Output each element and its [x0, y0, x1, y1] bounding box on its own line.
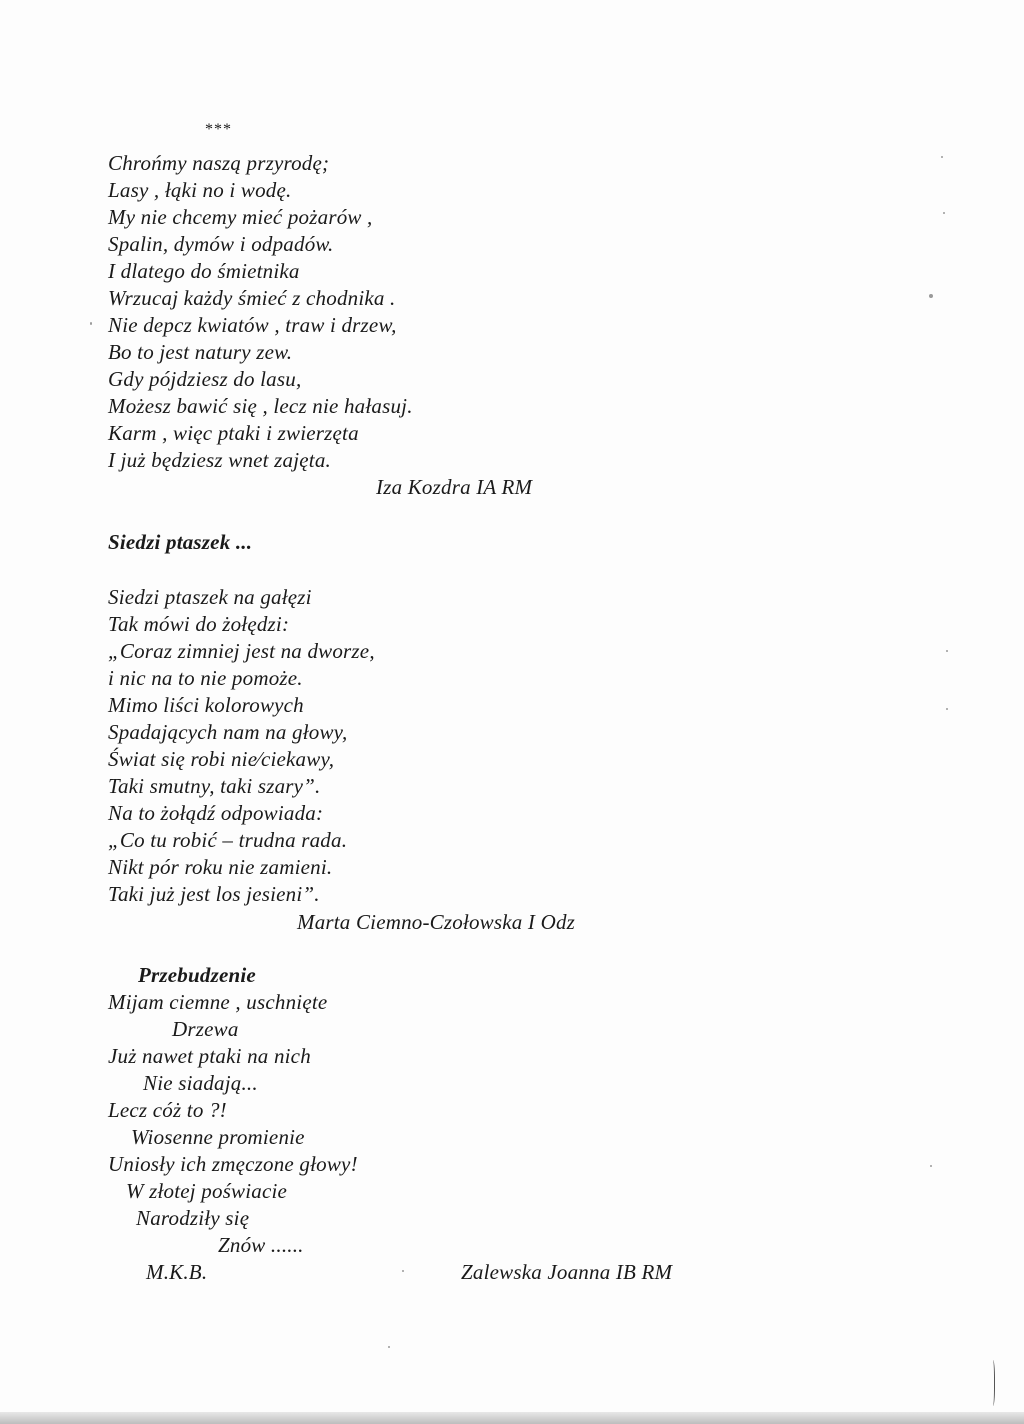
poem-line: Wiosenne promienie: [131, 1125, 305, 1149]
poem-line: W złotej poświacie: [126, 1179, 288, 1203]
poem-line: „Co tu robić – trudna rada.: [108, 828, 348, 852]
scan-speck: [941, 156, 943, 158]
poem-author: Iza Kozdra IA RM: [376, 475, 533, 499]
poem-line: Znów ......: [218, 1233, 304, 1257]
poem-line: Mimo liści kolorowych: [108, 693, 304, 717]
scan-speck: [929, 294, 933, 298]
poem-line: Wrzucaj każdy śmieć z chodnika .: [108, 286, 396, 310]
poem-line: Karm , więc ptaki i zwierzęta: [108, 421, 359, 445]
scan-speck: [930, 1165, 932, 1167]
poem-line: Świat się robi nie⁄ciekawy,: [108, 747, 335, 771]
poem-line: Tak mówi do żołędzi:: [108, 612, 290, 636]
poem-line: Chrońmy naszą przyrodę;: [108, 151, 330, 175]
scan-speck: [90, 322, 92, 325]
poem-line: Lecz cóż to ?!: [108, 1098, 227, 1122]
poem-line: Nie siadają...: [143, 1071, 258, 1095]
scan-speck: [402, 1270, 404, 1272]
poem-author: Zalewska Joanna IB RM: [461, 1260, 673, 1284]
poem-line: Taki smutny, taki szary”.: [108, 774, 321, 798]
poem-line: Drzewa: [172, 1017, 239, 1041]
poem-line: I już będziesz wnet zajęta.: [108, 448, 331, 472]
poem-line: Siedzi ptaszek na gałęzi: [108, 585, 312, 609]
poem-line: Narodziły się: [136, 1206, 250, 1230]
poem-line: Taki już jest los jesieni”.: [108, 882, 320, 906]
poem-line: Spadających nam na głowy,: [108, 720, 348, 744]
scan-edge-mark: [990, 1360, 995, 1406]
poem-line: My nie chcemy mieć pożarów ,: [108, 205, 373, 229]
poem-signature: M.K.B.: [146, 1260, 208, 1284]
poem-line: Na to żołądź odpowiada:: [108, 801, 324, 825]
poem-title: Siedzi ptaszek ...: [108, 530, 253, 554]
poem-line: „Coraz zimniej jest na dworze,: [108, 639, 375, 663]
poem-line: Lasy , łąki no i wodę.: [108, 178, 292, 202]
poem-line: Już nawet ptaki na nich: [108, 1044, 311, 1068]
poem-line: Spalin, dymów i odpadów.: [108, 232, 334, 256]
poem-author: Marta Ciemno-Czołowska I Odz: [297, 910, 576, 934]
scan-bottom-edge: [0, 1412, 1024, 1424]
poem-line: I dlatego do śmietnika: [108, 259, 300, 283]
poem-line: i nic na to nie pomoże.: [108, 666, 303, 690]
poem-line: Możesz bawić się , lecz nie hałasuj.: [108, 394, 413, 418]
poem-line: Nikt pór roku nie zamieni.: [108, 855, 333, 879]
poem-line: Nie depcz kwiatów , traw i drzew,: [108, 313, 397, 337]
poem-line: Bo to jest natury zew.: [108, 340, 293, 364]
scan-speck: [946, 708, 948, 710]
poem-line: Uniosły ich zmęczone głowy!: [108, 1152, 358, 1176]
scan-speck: [388, 1346, 390, 1348]
separator-stars: ***: [205, 121, 232, 138]
poem-title: Przebudzenie: [138, 963, 256, 987]
poem-line: Mijam ciemne , uschnięte: [108, 990, 328, 1014]
scan-speck: [943, 212, 945, 214]
poem-line: Gdy pójdziesz do lasu,: [108, 367, 302, 391]
scan-speck: [946, 650, 948, 652]
